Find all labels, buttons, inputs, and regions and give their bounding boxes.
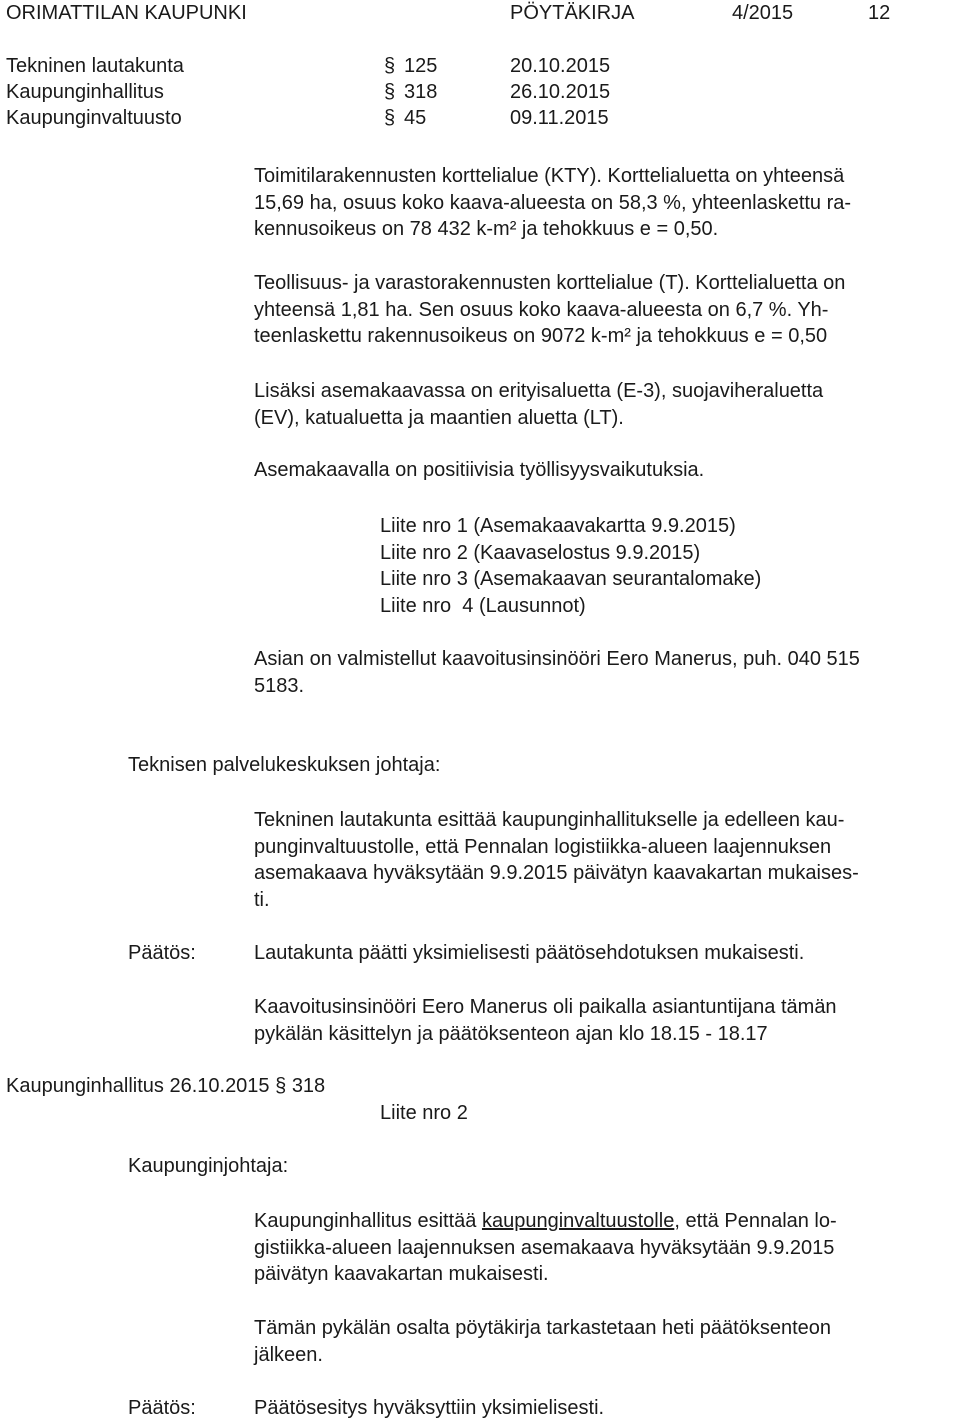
check-note (254, 1315, 831, 1368)
text-line: ti. (254, 888, 270, 911)
text-line: jälkeen. (254, 1343, 323, 1366)
expert-note (254, 994, 837, 1047)
section-sign: § (275, 1075, 287, 1097)
header-org: ORIMATTILAN KAUPUNKI (6, 2, 247, 24)
paragraph-preparer (254, 646, 860, 699)
history-body: Tekninen lautakunta (6, 55, 184, 77)
section-sign: § (384, 55, 396, 77)
text-line: punginvaltuustolle, että Pennalan logistiikka-alueen laajennuksen (254, 835, 832, 858)
header-doc-number: 4/2015 (732, 2, 794, 24)
history-body: Kaupunginhallitus (6, 81, 164, 103)
decision-label: Päätös: (128, 1397, 196, 1419)
text-line: päivätyn kaavakartan mukaisesti. (254, 1263, 549, 1285)
history-date: 26.10.2015 (510, 81, 611, 103)
underlined-text: kaupunginvaltuustolle (481, 1210, 675, 1232)
text-line: Tekninen lautakunta esittää kaupunginhallitukselle ja edelleen kau- (254, 809, 845, 831)
history-body: Kaupunginvaltuusto (6, 107, 182, 129)
mayor-proposal (254, 1208, 837, 1288)
text-line: pykälän käsittelyn ja päätöksenteon ajan klo 18.15 - 18.17 (254, 1022, 768, 1045)
text-line: kennusoikeus on 78 432 k-m² ja tehokkuus e = 0,50. (254, 218, 719, 240)
paragraph-other-areas (254, 378, 823, 431)
history-number: 45 (404, 107, 427, 129)
text-line: (EV), katualuetta ja maantien aluetta (LT). (254, 406, 624, 429)
history-number: 125 (404, 55, 438, 77)
attachment-item: Liite nro 4 (Lausunnot) (380, 594, 586, 617)
presenter-label: Teknisen palvelukeskuksen johtaja: (128, 754, 441, 776)
decision-label: Päätös: (128, 942, 196, 964)
text-line: Asemakaavalla on positiivisia työllisyysvaikutuksia. (254, 459, 705, 481)
text-line: Teollisuus- ja varastorakennusten korttelialue (T). Korttelialuetta on (254, 272, 846, 294)
attachment-list (380, 513, 761, 619)
section-sign: § (384, 81, 396, 103)
decision-text: Lautakunta päätti yksimielisesti päätösehdotuksen mukaisesti. (254, 942, 805, 964)
text-line: Toimitilarakennusten korttelialue (KTY). Korttelialuetta on yhteensä (254, 165, 845, 187)
section-sign: § (384, 107, 396, 129)
mayor-label: Kaupunginjohtaja: (128, 1155, 289, 1177)
text-line: Lisäksi asemakaavassa on erityisaluetta (E-3), suojaviheraluetta (254, 380, 824, 402)
attachment-ref: Liite nro 2 (380, 1102, 468, 1124)
decision-text: Päätösesitys hyväksyttiin yksimielisesti. (254, 1397, 605, 1419)
text-line: 5183. (254, 674, 305, 697)
paragraph-employment (254, 457, 704, 484)
text-line: teenlaskettu rakennusoikeus on 9072 k-m² ja tehokkuus e = 0,50 (254, 325, 828, 347)
paragraph-t (254, 270, 845, 350)
text-line (254, 1208, 837, 1235)
history-date: 20.10.2015 (510, 55, 611, 77)
text-line: 15,69 ha, osuus koko kaava-alueesta on 58,3 %, yhteenlaskettu ra- (254, 191, 852, 214)
history-number: 318 (404, 81, 438, 103)
text-line: yhteensä 1,81 ha. Sen osuus koko kaava-alueesta on 6,7 %. Yh- (254, 298, 829, 321)
text-fragment: Kaupunginhallitus esittää (254, 1210, 482, 1232)
board-heading-text: Kaupunginhallitus 26.10.2015 (6, 1075, 270, 1097)
proposal-text (254, 807, 859, 913)
attachment-item: Liite nro 3 (Asemakaavan seurantalomake) (380, 568, 762, 590)
text-line: Tämän pykälän osalta pöytäkirja tarkastetaan heti päätöksenteon (254, 1317, 832, 1339)
text-line: asemakaava hyväksytään 9.9.2015 päivätyn kaavakartan mukaises- (254, 862, 859, 884)
history-date: 09.11.2015 (510, 107, 609, 129)
text-line: gistiikka-alueen laajennuksen asemakaava hyväksytään 9.9.2015 (254, 1236, 835, 1259)
text-line: Asian on valmistellut kaavoitusinsinööri Eero Manerus, puh. 040 515 (254, 648, 860, 670)
text-fragment: , että Pennalan lo- (674, 1210, 837, 1232)
header-page-number: 12 (868, 2, 891, 24)
board-heading (6, 1073, 325, 1099)
text-line: Kaavoitusinsinööri Eero Manerus oli paikalla asiantuntijana tämän (254, 996, 837, 1018)
paragraph-kty (254, 163, 851, 243)
attachment-item: Liite nro 1 (Asemakaavakartta 9.9.2015) (380, 515, 736, 537)
section-number: 318 (291, 1075, 326, 1097)
header-doc-type: PÖYTÄKIRJA (510, 2, 635, 24)
attachment-item: Liite nro 2 (Kaavaselostus 9.9.2015) (380, 541, 701, 564)
